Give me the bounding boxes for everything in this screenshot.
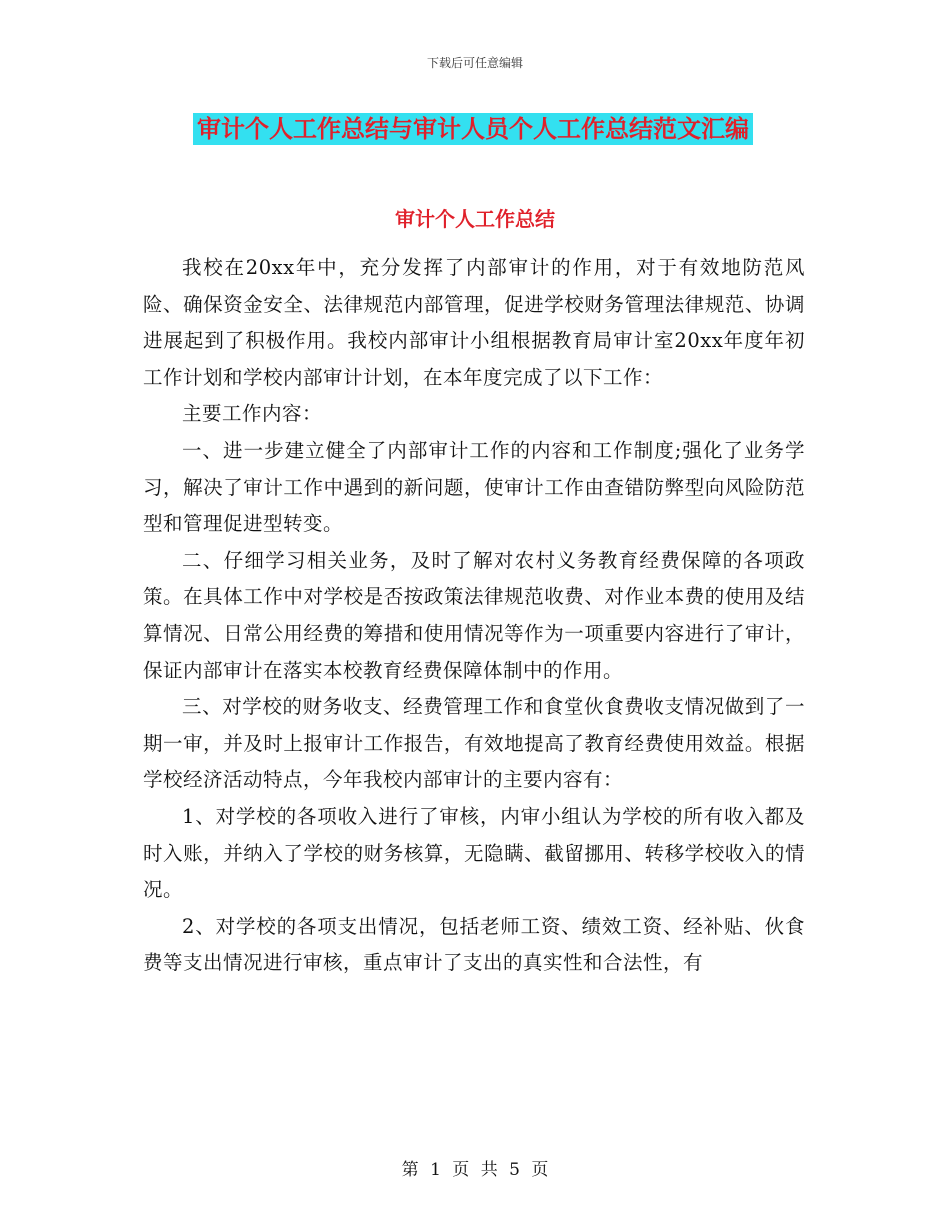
main-title: 审计个人工作总结与审计人员个人工作总结范文汇编 (193, 113, 753, 145)
paragraph: 三、对学校的财务收支、经费管理工作和食堂伙食费收支情况做到了一期一审，并及时上报审计工作报告，有效地提高了教育经费使用效益。根据学校经济活动特点，今年我校内部审计的主要内容有： (143, 695, 805, 792)
header-note: 下载后可任意编辑 (426, 56, 523, 70)
paragraph: 二、仔细学习相关业务，及时了解对农村义务教育经费保障的各项政策。在具体工作中对学校是否按政策法律规范收费、对作业本费的使用及结算情况、日常公用经费的筹措和使用情况等作为一项重要内容进行了审计，保证内部审计在落实本校教育经费保障体制中的作用。 (143, 548, 805, 682)
paragraph: 2、对学校的各项支出情况，包括老师工资、绩效工资、经补贴、伙食费等支出情况进行审核，重点审计了支出的真实性和合法性，有 (143, 914, 805, 975)
paragraph: 主要工作内容： (182, 402, 323, 426)
section-title: 审计个人工作总结 (395, 207, 555, 231)
paragraph: 1、对学校的各项收入进行了审核，内审小组认为学校的所有收入都及时入账，并纳入了学校的财务核算，无隐瞒、截留挪用、转移学校收入的情况。 (143, 804, 805, 902)
body-text (143, 250, 805, 982)
paragraph: 我校在20xx年中，充分发挥了内部审计的作用，对于有效地防范风险、确保资金安全、法律规范内部管理，促进学校财务管理法律规范、协调进展起到了积极作用。我校内部审计小组根据教育局审计室20xx年度年初工作计划和学校内部审计计划，在本年度完成了以下工作： (143, 256, 805, 389)
page-footer: 第 1 页 共 5 页 (401, 1160, 549, 1180)
paragraph: 一、进一步建立健全了内部审计工作的内容和工作制度;强化了业务学习，解决了审计工作中遇到的新问题，使审计工作由查错防弊型向风险防范型和管理促进型转变。 (143, 438, 805, 536)
